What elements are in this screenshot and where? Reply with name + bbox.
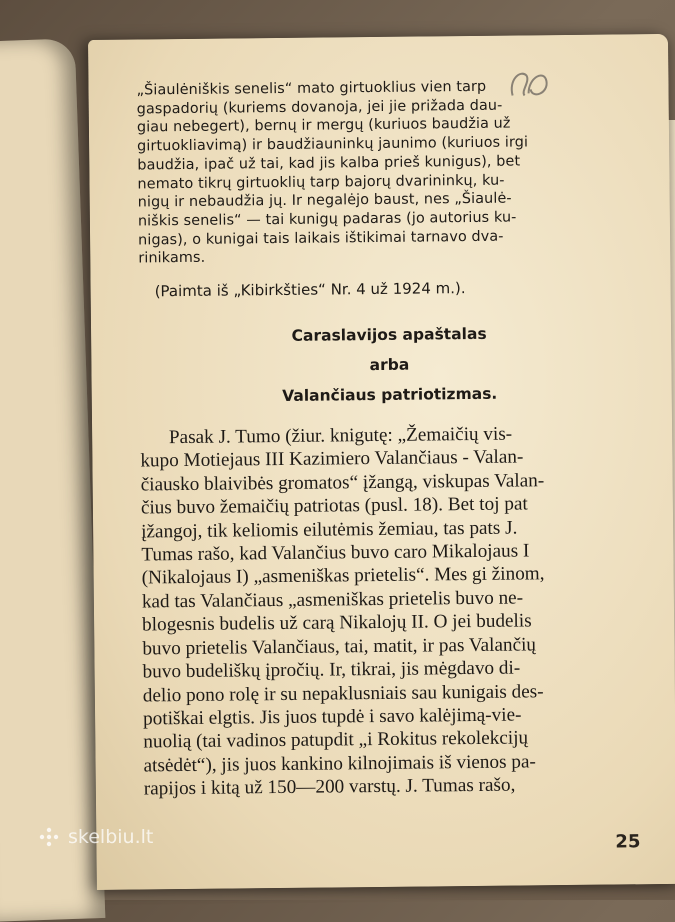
heading-line-2: arba	[369, 355, 410, 375]
quote-line: nemato tikrų girtuoklių tarp bajorų dvarininkų, ku-	[137, 172, 505, 193]
body-line: atsėdėt“), jis juos kankino kilnojimais iš vienos pa-	[143, 751, 536, 777]
quote-line: girtuokliavimą) ir baudžiauninkų jaunimo (kuriuos irgi	[137, 134, 529, 155]
body-line: (Nikalojaus I) „asmeniškas prietelis“. Mes gi žinom,	[141, 563, 545, 589]
page-content	[136, 76, 644, 801]
body-line: rapijos i kitą už 150—200 varstų. J. Tumas rašo,	[143, 774, 516, 800]
body-line: kupo Motiejaus III Kazimiero Valančiaus - Valan-	[140, 446, 524, 472]
watermark-text: skelbiu.lt	[68, 826, 154, 848]
quote-line: rinikams.	[138, 250, 206, 267]
watermark	[36, 824, 153, 850]
heading-line-3: Valančiaus patriotizmas.	[282, 384, 498, 406]
dots-logo-icon	[36, 824, 62, 850]
body-line: potiškai elgtis. Jis juos tupdė i savo kalėjimą-vie-	[143, 704, 522, 730]
quote-line: „Šiaulėniškis senelis“ mato girtuoklius vien tarp	[136, 78, 487, 99]
page-number: 25	[615, 831, 641, 853]
body-line: buvo prietelis Valančiaus, tai, matit, ir pas Valančių	[142, 634, 537, 660]
source-citation: (Paimta iš „Kibirkšties“ Nr. 4 už 1924 m.).	[154, 279, 466, 301]
quote-line: nigų ir nebaudžia jų. Ir negalėjo baust, nes „Šiaulė-	[137, 190, 512, 211]
body-line: Tumas rašo, kad Valančius buvo caro Mikalojaus I	[141, 540, 530, 566]
body-line: Pasak J. Tumo (žiur. knigutę: „Žemaičių vis-	[140, 423, 513, 449]
heading-line-1: Caraslavijos apaštalas	[291, 324, 487, 345]
book-page	[88, 34, 675, 890]
body-line: kad tas Valančiaus „asmeniškas prietelis buvo ne-	[141, 587, 524, 613]
quote-paragraph	[136, 76, 638, 268]
quote-line: niškis senelis“ — tai kunigų padaras (jo autorius ku-	[137, 209, 517, 230]
body-line: čius buvo žemaičių patriotas (pusl. 18). Bet toj pat	[140, 493, 528, 519]
quote-line: nigas), o kunigai tais laikais ištikimai tarnavo dva-	[138, 228, 504, 249]
quote-line: gaspadorių (kuriems dovanoja, jei jie prižada dau-	[136, 97, 503, 118]
section-heading	[139, 317, 640, 412]
body-paragraph	[140, 421, 644, 801]
body-line: čiausko blaivibės gromatos“ įžangą, viskupas Valan-	[140, 470, 545, 496]
body-line: nuolią (tai vadinos patupdit „i Rokitus rekolekcijų	[143, 727, 529, 753]
quote-line: giau nebegert), bernų ir mergų (kuriuos baudžia už	[136, 115, 511, 136]
quote-line: baudžia, ipač už tai, kad jis kalba prieš kunigus), bet	[137, 153, 521, 174]
body-line: blogesnis budelis už carą Nikalojų II. O jei budelis	[142, 610, 532, 636]
body-line: delio pono rolę ir su nepaklusniais sau kunigais des-	[142, 680, 544, 706]
body-line: įžangoj, tik keliomis eilutėmis žemiau, tas pats J.	[141, 517, 518, 543]
body-line: buvo budeliškų įpročių. Ir, tikrai, jis mėgdavo di-	[142, 657, 521, 683]
